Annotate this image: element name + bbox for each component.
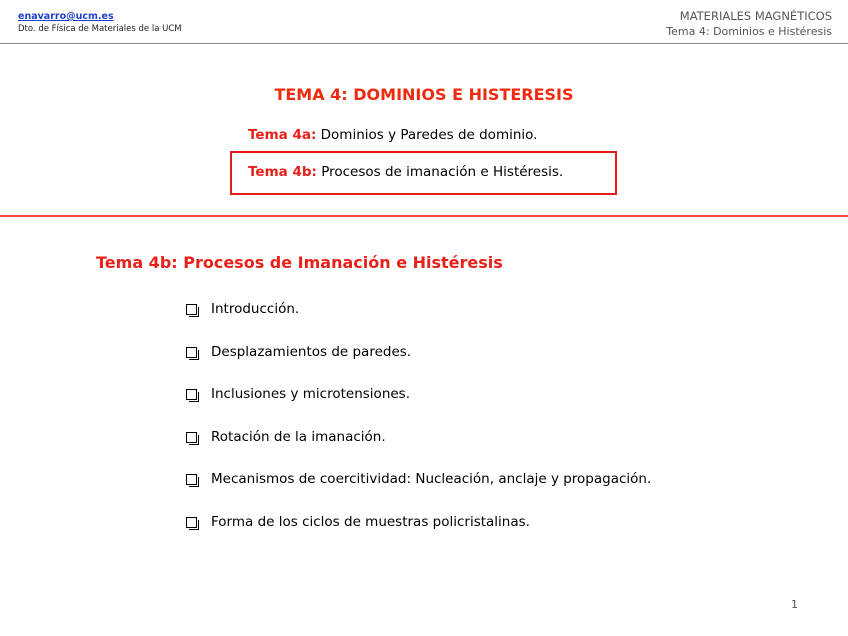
- subtopic-4b-text: Procesos de imanación e Histéresis.: [316, 164, 564, 180]
- header-divider: [0, 43, 848, 44]
- department-label: Dto. de Física de Materiales de la UCM: [18, 24, 182, 34]
- list-item-text: Mecanismos de coercitividad: Nucleación, anclaje y propagación.: [211, 471, 652, 488]
- list-item: [186, 342, 651, 385]
- section-divider: [0, 215, 848, 217]
- list-item: [186, 427, 651, 470]
- topic-subtitle: Tema 4: Dominios e Histéresis: [666, 25, 832, 38]
- subtopic-4b-label: Tema 4b:: [248, 164, 317, 180]
- topic-list: [186, 299, 651, 555]
- list-item-text: Rotación de la imanación.: [211, 428, 386, 445]
- checkbox-icon: [186, 389, 197, 400]
- header-right: [666, 8, 832, 40]
- checkbox-icon: [186, 304, 197, 315]
- subtopic-4b: [248, 164, 563, 180]
- checkbox-icon: [186, 474, 197, 485]
- list-item: [186, 299, 651, 342]
- list-item: [186, 512, 651, 555]
- header-left: [18, 10, 182, 36]
- list-item-text: Inclusiones y microtensiones.: [211, 386, 410, 403]
- subtopic-4a: [248, 127, 537, 143]
- list-item-text: Forma de los ciclos de muestras policristalinas.: [211, 513, 530, 530]
- page-number: 1: [791, 598, 798, 611]
- list-item-text: Introducción.: [211, 301, 300, 317]
- subtopic-4a-text: Dominios y Paredes de dominio.: [316, 127, 538, 143]
- page-title: TEMA 4: DOMINIOS E HISTERESIS: [274, 85, 574, 104]
- course-title: MATERIALES MAGNÉTICOS: [679, 9, 832, 23]
- list-item-text: Desplazamientos de paredes.: [211, 343, 412, 360]
- checkbox-icon: [186, 517, 197, 528]
- subtopic-4a-label: Tema 4a:: [248, 127, 317, 143]
- email-link[interactable]: enavarro@ucm.es: [18, 11, 114, 22]
- list-item: [186, 469, 651, 512]
- section-title: Tema 4b: Procesos de Imanación e Histéresis: [96, 253, 503, 272]
- list-item: [186, 384, 651, 427]
- checkbox-icon: [186, 432, 197, 443]
- checkbox-icon: [186, 347, 197, 358]
